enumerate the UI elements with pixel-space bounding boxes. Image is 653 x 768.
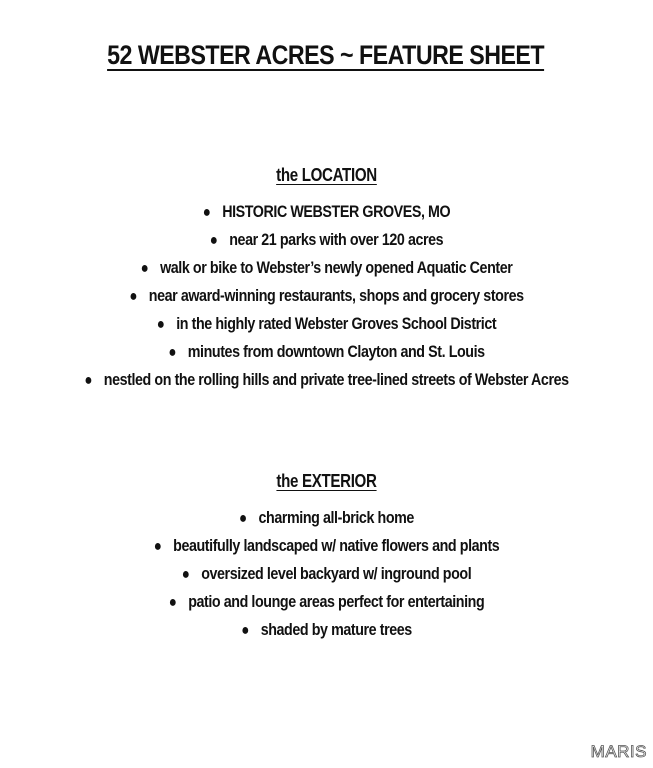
bullet-icon: ● xyxy=(168,594,177,611)
list-item: ● walk or bike to Webster’s newly opened Aquatic Center xyxy=(52,254,601,282)
bullet-icon: ● xyxy=(209,232,218,249)
bullet-icon: ● xyxy=(241,622,249,639)
bullet-icon: ● xyxy=(181,566,190,583)
list-item: ● in the highly rated Webster Groves School District xyxy=(52,310,601,338)
list-item: ● HISTORIC WEBSTER GROVES, MO xyxy=(52,198,601,226)
list-item: ● beautifully landscaped w/ native flowers and plants xyxy=(52,532,601,560)
page-title xyxy=(45,40,607,71)
exterior-list xyxy=(0,504,653,644)
list-item: ● near award-winning restaurants, shops and grocery stores xyxy=(52,282,601,310)
bullet-icon: ● xyxy=(202,204,211,221)
list-item: ● nestled on the rolling hills and private tree-lined streets of Webster Acres xyxy=(52,366,601,394)
list-item: ● oversized level backyard w/ inground pool xyxy=(52,560,601,588)
bullet-icon: ● xyxy=(168,344,177,361)
list-item: ● charming all-brick home xyxy=(52,504,601,532)
bullet-icon: ● xyxy=(156,316,165,333)
exterior-heading: the EXTERIOR xyxy=(276,471,377,491)
bullet-icon: ● xyxy=(140,260,149,277)
location-heading: the LOCATION xyxy=(276,165,377,185)
exterior-section xyxy=(0,468,653,644)
location-section xyxy=(0,162,653,394)
list-item: ● shaded by mature trees xyxy=(52,616,601,644)
watermark: MARIS xyxy=(590,742,647,761)
bullet-icon: ● xyxy=(153,538,162,555)
bullet-icon: ● xyxy=(129,288,138,305)
list-item: ● minutes from downtown Clayton and St. Louis xyxy=(52,338,601,366)
page-title-text: 52 WEBSTER ACRES ~ FEATURE SHEET xyxy=(107,40,545,70)
list-item: ● patio and lounge areas perfect for entertaining xyxy=(52,588,601,616)
list-item: ● near 21 parks with over 120 acres xyxy=(52,226,601,254)
bullet-icon: ● xyxy=(239,510,247,527)
bullet-icon: ● xyxy=(84,372,93,389)
location-list xyxy=(0,198,653,394)
